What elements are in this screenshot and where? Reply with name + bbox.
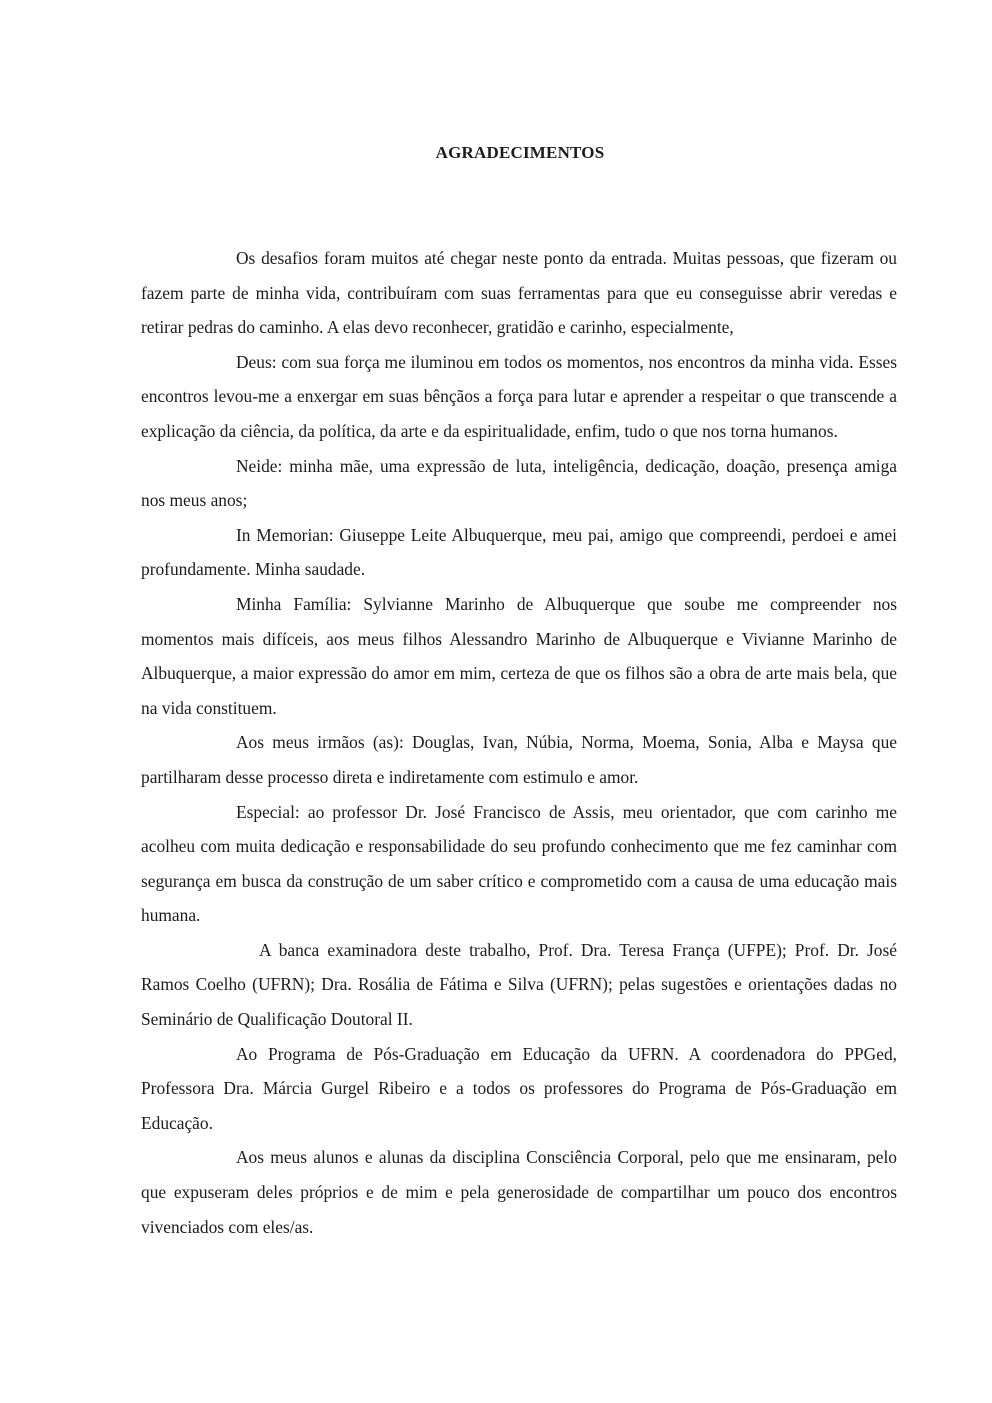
paragraph-in-memorian: In Memorian: Giuseppe Leite Albuquerque, meu pai, amigo que compreendi, perdoei e amei profundamente. Minha saudade. [141,524,897,580]
paragraph-deus: Deus: com sua força me iluminou em todos os momentos, nos encontros da minha vida. Esses encontros levou-me a enxergar em suas bênçãos a força para lutar e aprender a respeitar o que transcende a explicação da ciência, da política, da arte e da espiritualidade, enfim, tudo o que nos torna humanos. [141,351,897,441]
acknowledgments-body [141,241,897,1244]
page-title: AGRADECIMENTOS [435,143,605,162]
paragraph-alunos: Aos meus alunos e alunas da disciplina Consciência Corporal, pelo que me ensinaram, pelo que expuseram deles próprios e de mim e pela generosidade de compartilhar um pouco dos encontros vivenciados com eles/as. [141,1147,897,1237]
paragraph-intro: Os desafios foram muitos até chegar neste ponto da entrada. Muitas pessoas, que fizeram ou fazem parte de minha vida, contribuíram com suas ferramentas para que eu conseguisse abrir veredas e retirar pedras do caminho. A elas devo reconhecer, gratidão e carinho, especialmente, [141,248,897,338]
paragraph-irmaos: Aos meus irmãos (as): Douglas, Ivan, Núbia, Norma, Moema, Sonia, Alba e Maysa que partilharam desse processo direta e indiretamente com estimulo e amor. [141,732,897,787]
paragraph-especial: Especial: ao professor Dr. José Francisco de Assis, meu orientador, que com carinho me acolheu com muita dedicação e responsabilidade do seu profundo conhecimento que me fez caminhar com segurança em busca da construção de um saber crítico e comprometido com a causa de uma educação mais humana. [141,801,897,926]
paragraph-neide: Neide: minha mãe, uma expressão de luta, inteligência, dedicação, doação, presença amiga nos meus anos; [141,455,897,511]
paragraph-programa: Ao Programa de Pós-Graduação em Educação da UFRN. A coordenadora do PPGed, Professora Dra. Márcia Gurgel Ribeiro e a todos os professores do Programa de Pós-Graduação em Educação. [141,1043,897,1133]
paragraph-familia: Minha Família: Sylvianne Marinho de Albuquerque que soube me compreender nos momentos mais difíceis, aos meus filhos Alessandro Marinho de Albuquerque e Vivianne Marinho de Albuquerque, a maior expressão do amor em mim, certeza de que os filhos são a obra de arte mais bela, que na vida constituem. [141,593,897,718]
paragraph-banca: A banca examinadora deste trabalho, Prof. Dra. Teresa França (UFPE); Prof. Dr. José Ramos Coelho (UFRN); Dra. Rosália de Fátima e Silva (UFRN); pelas sugestões e orientações dadas no Seminário de Qualificação Doutoral II. [141,939,897,1030]
